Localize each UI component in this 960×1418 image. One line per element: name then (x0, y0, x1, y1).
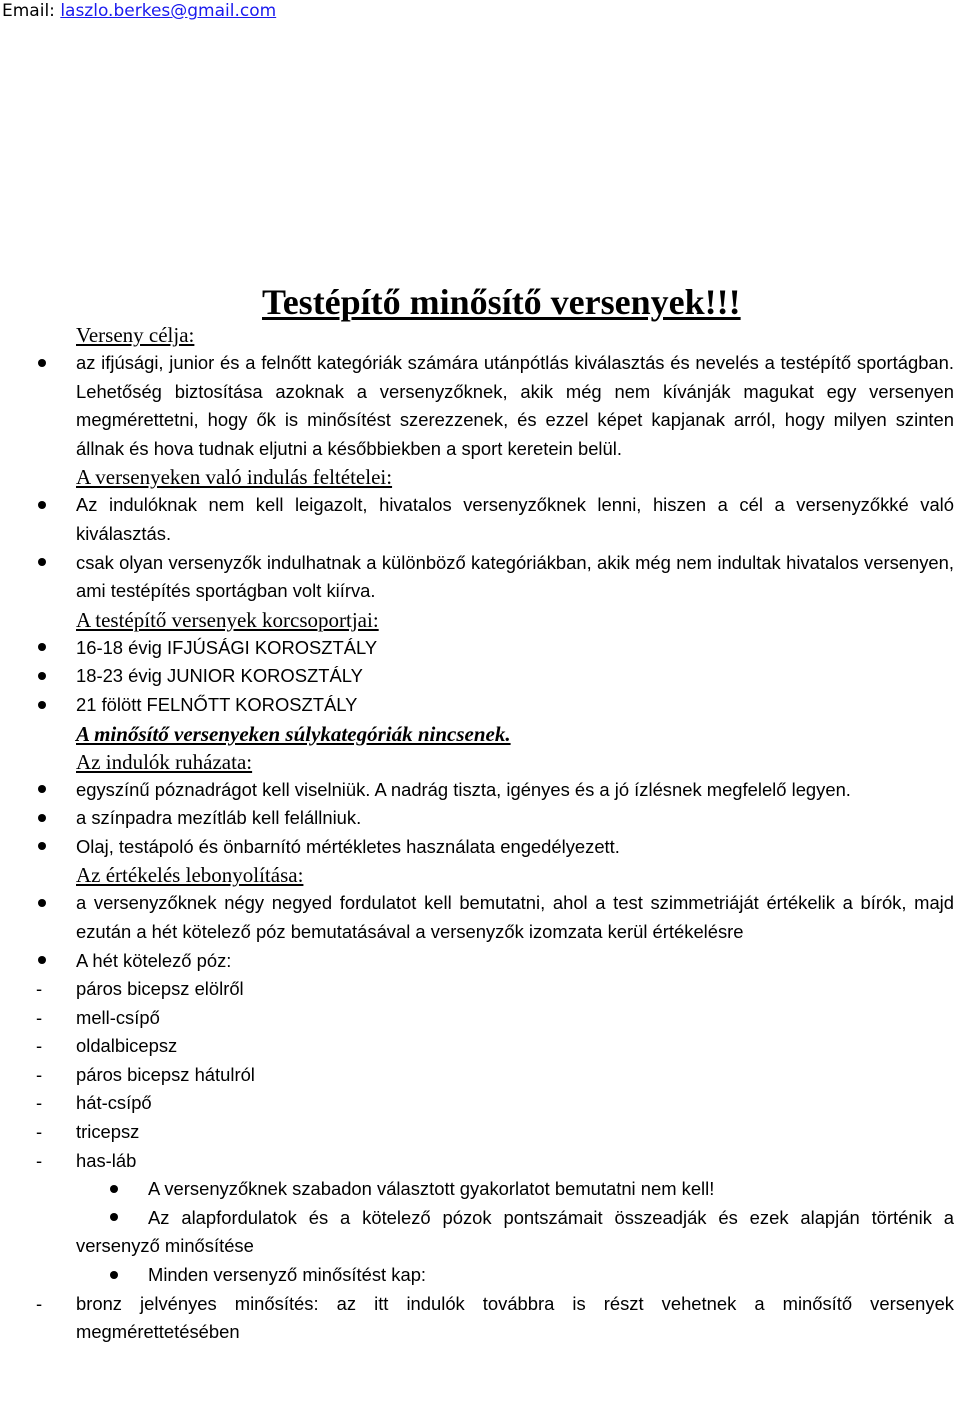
pose-item: - oldalbicepsz (0, 1032, 960, 1061)
bullet-icon (34, 662, 50, 691)
pose-item: - hát-csípő (0, 1089, 960, 1118)
sub-list-item: Minden versenyző minősítést kap: (0, 1261, 960, 1290)
bullet-icon (34, 889, 50, 918)
list-item: egyszínű póznadrágot kell viselniük. A nadrág tiszta, igényes és a jó ízlésnek megfelelő legyen. (0, 776, 960, 805)
bullet-icon (34, 833, 50, 862)
section-heading-evaluation: Az értékelés lebonyolítása: (76, 863, 304, 888)
bullet-icon (34, 549, 50, 578)
document-body (0, 321, 960, 1347)
page-title: Testépítő minősítő versenyek!!! (262, 282, 741, 322)
dash-marker: - (36, 1121, 43, 1143)
dash-marker: - (36, 1149, 43, 1171)
email-line (2, 0, 276, 22)
pose-item: - tricepsz (0, 1118, 960, 1147)
section-heading-goal: Verseny célja: (76, 323, 195, 347)
dash-marker: - (36, 1092, 43, 1114)
list-item: Az indulóknak nem kell leigazolt, hivatalos versenyzőknek lenni, hiszen a cél a versenyzőkké való kiválasztás. (0, 491, 960, 548)
section-heading-clothing: Az indulók ruházata: (76, 749, 253, 774)
sub-list-item: A versenyzőknek szabadon választott gyakorlatot bemutatni nem kell! (0, 1175, 960, 1204)
sub-list-item: Az alapfordulatok és a kötelező pózok pontszámait összeadják és ezek alapján történik a versenyző minősítése (0, 1204, 960, 1261)
list-item: a versenyzőknek négy negyed fordulatot kell bemutatni, ahol a test szimmetriáját értékelik a bírók, majd ezután a hét kötelező póz bemutatásával a versenyzők izomzata kerül értékelésre (0, 889, 960, 946)
section-heading-conditions: A versenyeken való indulás feltételei: (76, 465, 393, 490)
pose-item: - mell-csípő (0, 1004, 960, 1033)
weight-category-note: A minősítő versenyeken súlykategóriák nincsenek. (76, 721, 511, 746)
bullet-icon (106, 1175, 122, 1204)
bullet-icon (34, 634, 50, 663)
bullet-icon (106, 1261, 122, 1290)
list-item: Olaj, testápoló és önbarnító mértékletes használata engedélyezett. (0, 833, 960, 862)
list-item: 21 fölött FELNŐTT KOROSZTÁLY (0, 691, 960, 720)
bullet-icon (34, 491, 50, 520)
pose-item: - has-láb (0, 1147, 960, 1176)
list-item: A hét kötelező póz: (0, 947, 960, 976)
list-item: az ifjúsági, junior és a felnőtt kategóriák számára utánpótlás kiválasztás és nevelés a testépítő sportágban. Lehetőség biztosítása azoknak a versenyzőknek, akik még nem kívánják magukat egy versenyen megmérettetni, hogy ők is minősítést szerezzenek, és ezzel képet kapjanak arról, hogy milyen szinten állnak és hova tudnak eljutni a későbbiekben a sport keretein belül. (0, 349, 960, 463)
list-item: csak olyan versenyzők indulhatnak a különböző kategóriákban, akik még nem indultak hivatalos versenyen, ami testépítés sportágban volt kiírva. (0, 549, 960, 606)
list-item: 16-18 évig IFJÚSÁGI KOROSZTÁLY (0, 634, 960, 663)
bullet-icon (34, 691, 50, 720)
section-heading-age-groups: A testépítő versenyek korcsoportjai: (76, 607, 379, 632)
email-link[interactable]: laszlo.berkes@gmail.com (60, 1, 277, 21)
bullet-icon (34, 776, 50, 805)
bullet-icon (34, 349, 50, 378)
bullet-icon (106, 1204, 122, 1233)
email-label: Email: (2, 1, 55, 21)
dash-marker: - (36, 978, 43, 1000)
list-item: 18-23 évig JUNIOR KOROSZTÁLY (0, 662, 960, 691)
list-item: a színpadra mezítláb kell felállniuk. (0, 804, 960, 833)
dash-marker: - (36, 1006, 43, 1028)
pose-item: - páros bicepsz elölről (0, 975, 960, 1004)
dash-marker: - (36, 1292, 43, 1314)
dash-marker: - (36, 1035, 43, 1057)
rating-item: - bronz jelvényes minősítés: az itt indulók továbbra is részt vehetnek a minősítő versenyek megmérettetésében (0, 1290, 960, 1347)
bullet-icon (34, 947, 50, 976)
bullet-icon (34, 804, 50, 833)
dash-marker: - (36, 1063, 43, 1085)
pose-item: - páros bicepsz hátulról (0, 1061, 960, 1090)
